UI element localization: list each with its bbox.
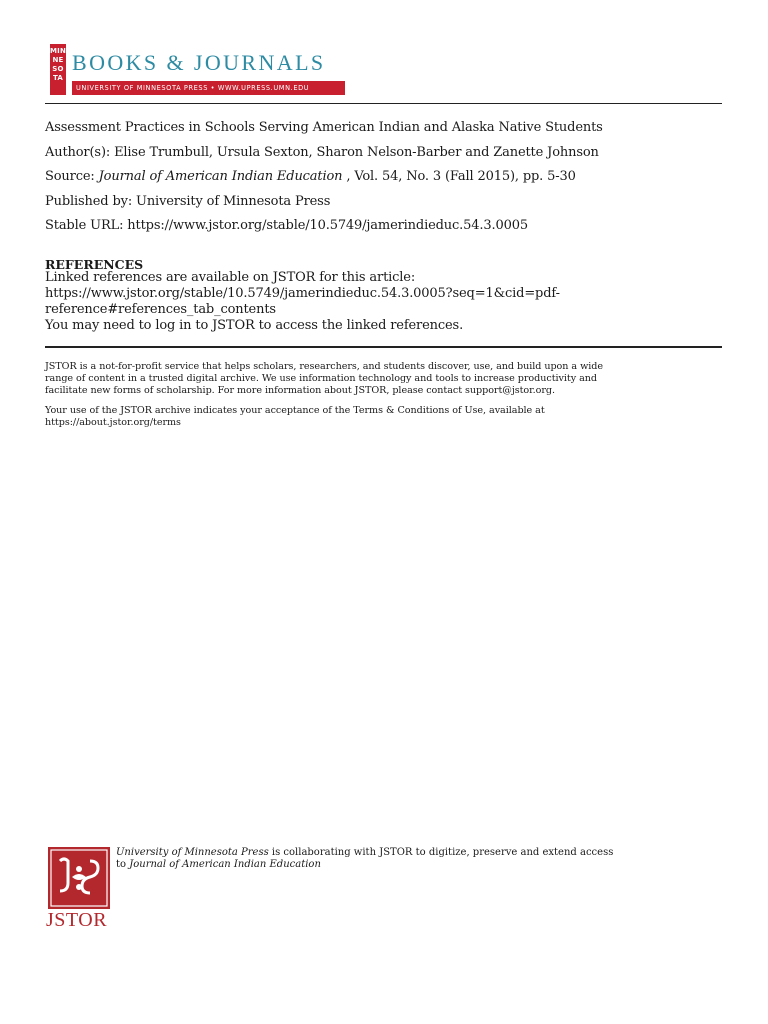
terms-link[interactable]: https://about.jstor.org/terms [45, 417, 181, 428]
source-label: Source: [45, 169, 99, 184]
publisher-line [45, 194, 330, 210]
collab-press: University of Minnesota Press [116, 847, 269, 858]
logo-letters-2: NE [52, 56, 64, 64]
article-title: Assessment Practices in Schools Serving American Indian and Alaska Native Students [45, 120, 603, 135]
source-detail: , Vol. 54, No. 3 (Fall 2015), pp. 5-30 [342, 169, 576, 184]
press-bar [72, 81, 345, 95]
references-divider [45, 346, 722, 348]
jstor-wordmark: JSTOR [46, 909, 108, 931]
logo-letters-4: TA [52, 74, 64, 82]
notice-p1-line2: range of content in a trusted digital archive. We use information technology and tools to increase productivity and [45, 373, 597, 384]
references-link-part-1[interactable]: https://www.jstor.org/stable/10.5749/jamerindieduc.54.3.0005?seq=1&cid=pdf- [45, 286, 560, 301]
references-line-1: Linked references are available on JSTOR for this article: [45, 270, 416, 285]
authors: Elise Trumbull, Ursula Sexton, Sharon Nelson-Barber and Zanette Johnson [114, 145, 599, 160]
jstor-logo-icon [48, 847, 110, 909]
authors-label: Author(s): [45, 145, 115, 160]
logo-title: BOOKS & JOURNALS [72, 50, 326, 75]
publisher: University of Minnesota Press [136, 194, 331, 209]
logo-letters-3: SO [52, 65, 64, 73]
notice-p1-line3: facilitate new forms of scholarship. For more information about JSTOR, please contact support@jstor.org. [45, 385, 555, 396]
collab-journal: Journal of American Indian Education [129, 859, 321, 870]
references-link-part-2[interactable]: reference#references_tab_contents [45, 302, 276, 317]
source-line [45, 169, 576, 185]
collab-text: is collaborating with JSTOR to digitize, preserve and extend access [268, 847, 614, 858]
published-label: Published by: [45, 194, 137, 209]
minnesota-logo-block [50, 44, 66, 95]
references-heading: REFERENCES [45, 257, 144, 272]
notice-p1-line1: JSTOR is a not-for-profit service that helps scholars, researchers, and students discover, use, and build upon a wide [45, 361, 603, 372]
logo-letters-1: MIN [50, 47, 67, 55]
collab-line-2 [116, 859, 321, 871]
header-divider [45, 103, 722, 104]
stable-url-line [45, 218, 528, 234]
notice-p2-line1: Your use of the JSTOR archive indicates your acceptance of the Terms & Conditions of Use, available at [45, 405, 545, 416]
source-journal: Journal of American Indian Education [98, 169, 343, 184]
collab-line-1 [116, 847, 613, 859]
stable-url-link[interactable]: https://www.jstor.org/stable/10.5749/jamerindieduc.54.3.0005 [127, 218, 528, 233]
url-label: Stable URL: [45, 218, 128, 233]
press-line: UNIVERSITY OF MINNESOTA PRESS • WWW.UPRESS.UMN.EDU [76, 84, 310, 92]
collab-to: to [116, 859, 130, 870]
references-line-4: You may need to log in to JSTOR to access the linked references. [45, 318, 464, 333]
authors-line [45, 145, 599, 161]
